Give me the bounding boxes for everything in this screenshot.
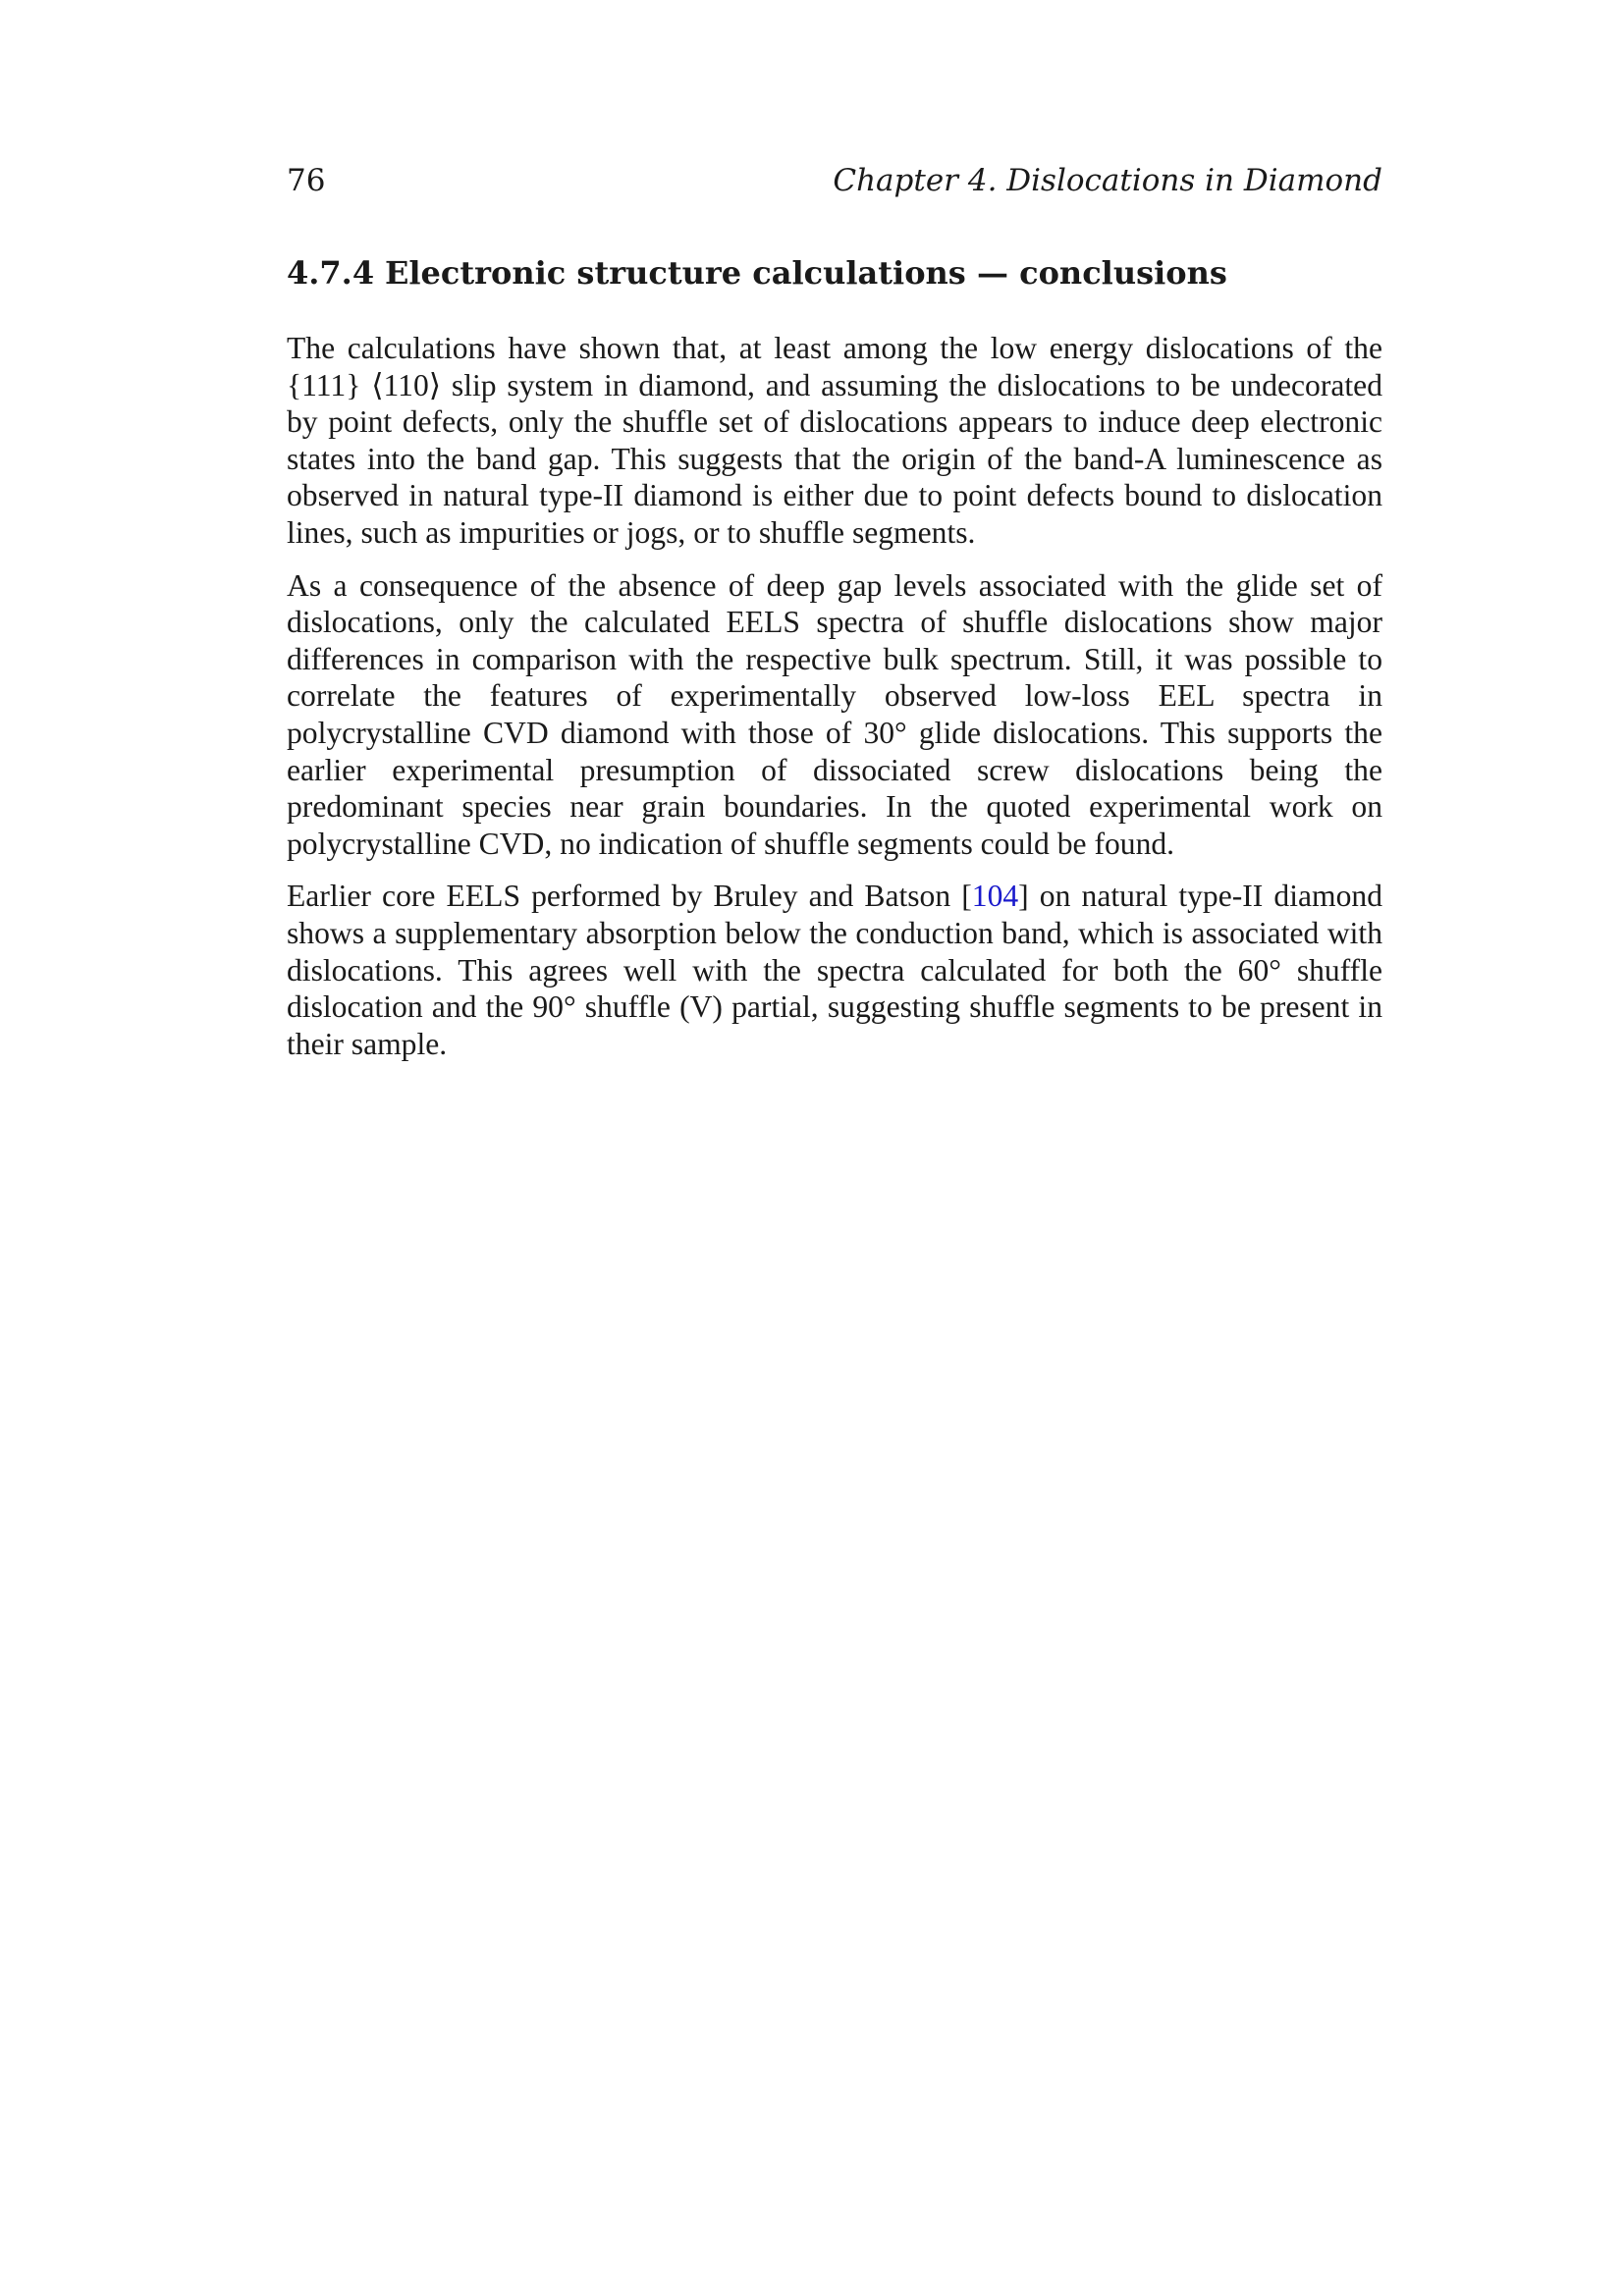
chapter-title: Chapter 4. Dislocations in Diamond [833, 163, 1382, 198]
paragraph-1: The calculations have shown that, at least among the low energy dislocations of the {111} ⟨110⟩ slip system in diamond, and assuming the dislocations to be undecorated by point defects, only the shuffle set of dislocations appears to induce deep electronic states into the band gap. This suggests that the origin of the band-A luminescence as observed in natural type-II diamond is either due to point defects bound to dislocation lines, such as impurities or jogs, or to shuffle segments. [287, 331, 1382, 550]
section-heading [287, 253, 1382, 293]
page [287, 157, 1382, 1078]
body-text [287, 330, 1382, 1062]
section-title: Electronic structure calculations — conclusions [385, 254, 1227, 292]
paragraph-2: As a consequence of the absence of deep gap levels associated with the glide set of dislocations, only the calculated EELS spectra of shuffle dislocations show major differences in comparison with the respective bulk spectrum. Still, it was possible to correlate the features of experimentally observed low-loss EEL spectra in polycrystalline CVD diamond with those of 30° glide dislocations. This supports the earlier experimental presumption of dissociated screw dislocations being the predominant species near grain boundaries. In the quoted experimental work on polycrystalline CVD, no indication of shuffle segments could be found. [287, 567, 1382, 861]
page-number: 76 [287, 163, 326, 198]
running-head [287, 157, 1382, 196]
paragraph-3-text-after: ] on natural type-II diamond shows a supplementary absorption below the conduction band, which is associated with dislocations. This agrees well with the spectra calculated for both the 60° shuffle dislocation and the 90° shuffle (V) partial, suggesting shuffle segments to be present in their sample. [287, 879, 1382, 1061]
citation-link[interactable]: 104 [971, 879, 1019, 914]
paragraph-3 [287, 878, 1382, 1062]
section-number: 4.7.4 [287, 254, 375, 292]
paragraph-3-text-before: Earlier core EELS performed by Bruley and Batson [ [287, 879, 972, 914]
